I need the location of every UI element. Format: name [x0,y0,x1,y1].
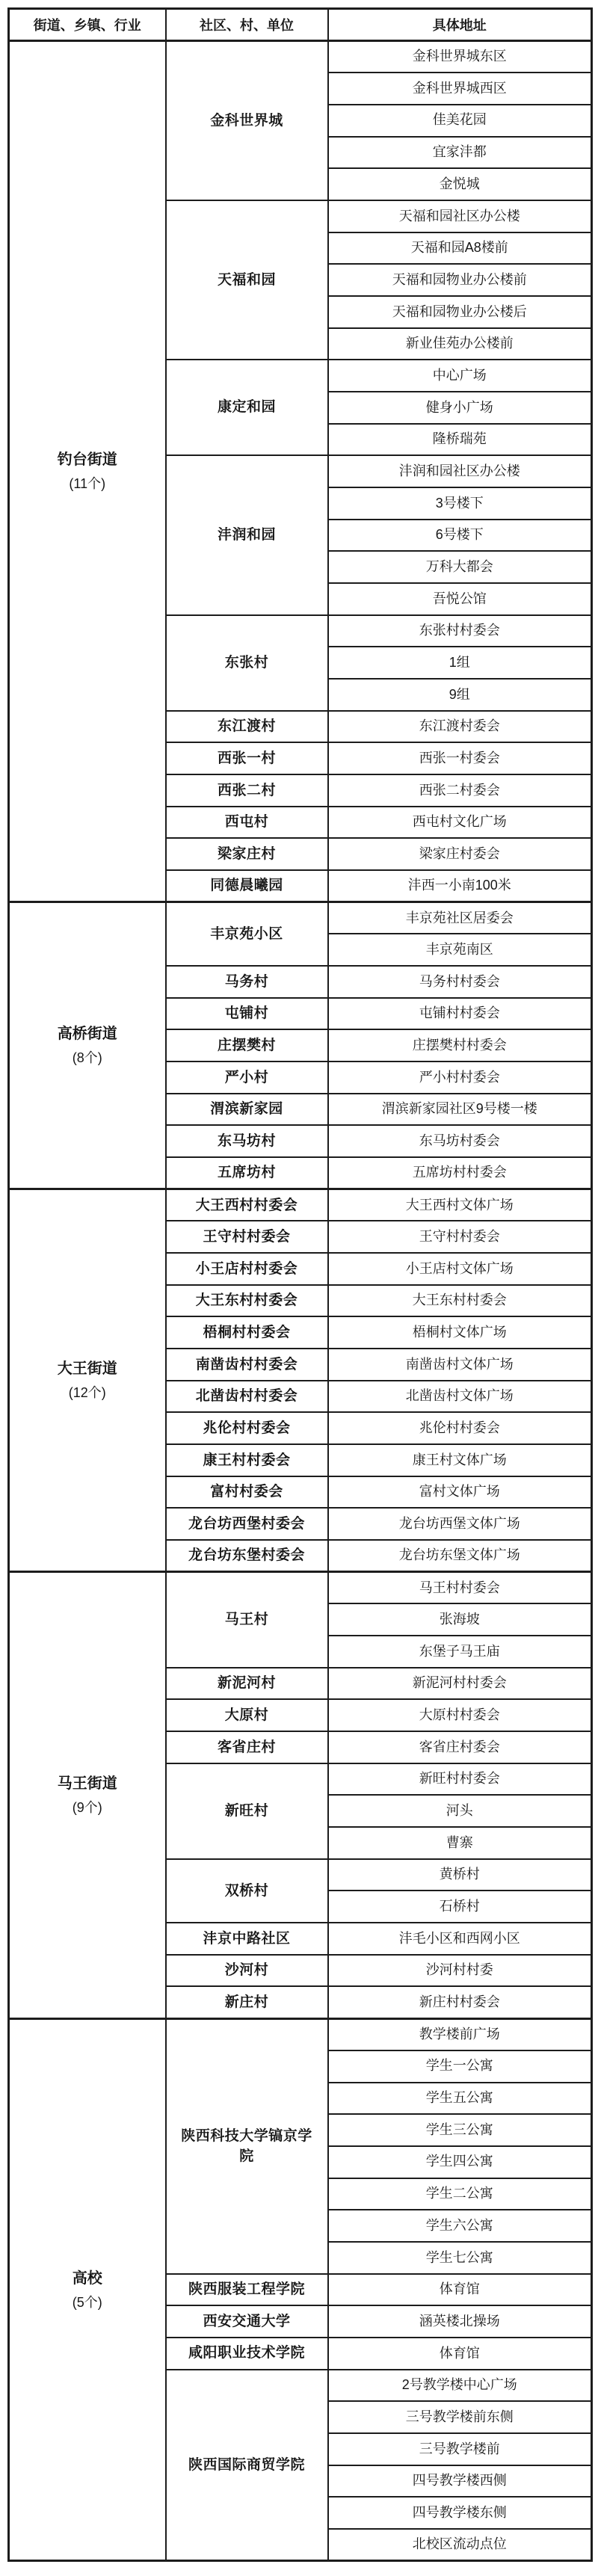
address-cell: 兆伦村村委会 [328,1412,592,1444]
table-header [9,9,592,41]
unit-cell: 马王村 [166,1572,328,1668]
group-count: (8个) [72,1050,102,1066]
group-name: 大王街道 [57,1361,117,1378]
address-cell: 万科大都会 [328,551,592,583]
address-cell: 小王店村文体广场 [328,1253,592,1285]
address-cell: 四号教学楼西侧 [328,2465,592,2498]
unit-cell: 兆伦村村委会 [166,1412,328,1444]
address-cell: 宜家沣都 [328,137,592,169]
address-cell: 9组 [328,679,592,711]
address-cell: 6号楼下 [328,520,592,552]
address-cell: 东张村村委会 [328,615,592,647]
unit-cell: 陕西科技大学镐京学院 [166,2018,328,2273]
unit-cell: 东张村 [166,615,328,711]
unit-cell: 沣润和园 [166,455,328,614]
address-cell: 北校区流动点位 [328,2529,592,2561]
group-cell [9,902,166,1189]
district-address-table [7,7,593,2562]
header-cell-address: 具体地址 [328,9,592,41]
address-cell: 东马坊村委会 [328,1125,592,1157]
group-name: 高桥街道 [57,1026,117,1043]
table-row [9,1189,592,1221]
unit-cell: 咸阳职业技术学院 [166,2338,328,2370]
address-cell: 黄桥村 [328,1859,592,1891]
address-cell: 新泥河村村委会 [328,1668,592,1700]
address-cell: 学生七公寓 [328,2242,592,2274]
address-cell: 新旺村村委会 [328,1763,592,1796]
address-cell: 2号教学楼中心广场 [328,2370,592,2402]
address-cell: 北凿齿村文体广场 [328,1381,592,1413]
address-cell: 西张二村委会 [328,774,592,807]
address-cell: 金科世界城东区 [328,41,592,73]
table-row [9,902,592,934]
unit-cell: 沙河村 [166,1955,328,1987]
address-cell: 学生六公寓 [328,2210,592,2242]
address-cell: 西张一村委会 [328,742,592,774]
address-cell: 大原村村委会 [328,1699,592,1731]
address-cell: 梁家庄村委会 [328,838,592,870]
group-count: (11个) [69,476,106,492]
address-cell: 富村文体广场 [328,1476,592,1509]
address-cell: 马王村村委会 [328,1572,592,1604]
unit-cell: 严小村 [166,1061,328,1094]
unit-cell: 南凿齿村村委会 [166,1349,328,1381]
address-cell: 学生五公寓 [328,2083,592,2115]
unit-cell: 金科世界城 [166,41,328,200]
address-cell: 学生二公寓 [328,2178,592,2210]
unit-cell: 沣京中路社区 [166,1923,328,1955]
address-cell: 客省庄村委会 [328,1731,592,1763]
unit-cell: 庄摆樊村 [166,1029,328,1061]
unit-cell: 屯铺村 [166,998,328,1030]
unit-cell: 西张二村 [166,774,328,807]
unit-cell: 梧桐村村委会 [166,1316,328,1349]
unit-cell: 新庄村 [166,1986,328,2018]
unit-cell: 丰京苑小区 [166,902,328,966]
address-cell: 渭滨新家园社区9号楼一楼 [328,1094,592,1126]
address-cell: 健身小广场 [328,392,592,424]
unit-cell: 同德晨曦园 [166,870,328,902]
unit-cell: 新旺村 [166,1763,328,1859]
address-cell: 东堡子马王庙 [328,1636,592,1668]
address-cell: 新庄村村委会 [328,1986,592,2018]
address-cell: 丰京苑南区 [328,934,592,966]
unit-cell: 龙台坊东堡村委会 [166,1540,328,1572]
unit-cell: 新泥河村 [166,1668,328,1700]
group-count: (9个) [72,1800,102,1816]
group-name: 钓台街道 [57,452,117,469]
address-cell: 大王西村文体广场 [328,1189,592,1221]
unit-cell: 五席坊村 [166,1157,328,1189]
unit-cell: 王守村村委会 [166,1221,328,1253]
table-row [9,2018,592,2050]
unit-cell: 大原村 [166,1699,328,1731]
address-cell: 南凿齿村文体广场 [328,1349,592,1381]
header-cell-street: 街道、乡镇、行业 [9,9,166,41]
address-cell: 康王村文体广场 [328,1444,592,1476]
address-cell: 涵英楼北操场 [328,2305,592,2338]
unit-cell: 西张一村 [166,742,328,774]
unit-cell: 东马坊村 [166,1125,328,1157]
unit-cell: 大王西村村委会 [166,1189,328,1221]
group-cell [9,41,166,902]
address-cell: 西屯村文化广场 [328,807,592,839]
address-cell: 沣润和园社区办公楼 [328,455,592,487]
address-cell: 天福和园物业办公楼后 [328,296,592,328]
address-cell: 张海坡 [328,1603,592,1636]
address-cell: 天福和园物业办公楼前 [328,264,592,296]
unit-cell: 双桥村 [166,1859,328,1923]
address-cell: 大王东村村委会 [328,1285,592,1317]
table-header-row [9,9,592,41]
unit-cell: 西屯村 [166,807,328,839]
address-cell: 天福和园社区办公楼 [328,200,592,232]
unit-cell: 东江渡村 [166,711,328,743]
address-cell: 庄摆樊村村委会 [328,1029,592,1061]
unit-cell: 康定和园 [166,360,328,455]
unit-cell: 陕西服装工程学院 [166,2274,328,2306]
address-cell: 梧桐村文体广场 [328,1316,592,1349]
address-cell: 佳美花园 [328,105,592,137]
address-cell: 中心广场 [328,360,592,392]
header-cell-community: 社区、村、单位 [166,9,328,41]
address-cell: 隆桥瑞苑 [328,424,592,456]
address-cell: 河头 [328,1795,592,1827]
address-cell: 沣毛小区和西网小区 [328,1923,592,1955]
address-cell: 马务村村委会 [328,966,592,998]
group-cell [9,1189,166,1572]
unit-cell: 北凿齿村村委会 [166,1381,328,1413]
address-cell: 金悦城 [328,168,592,200]
unit-cell: 渭滨新家园 [166,1094,328,1126]
group-cell [9,2018,166,2560]
address-cell: 龙台坊西堡文体广场 [328,1508,592,1540]
address-cell: 学生一公寓 [328,2050,592,2083]
unit-cell: 梁家庄村 [166,838,328,870]
address-cell: 金科世界城西区 [328,73,592,105]
address-cell: 东江渡村委会 [328,711,592,743]
group-cell [9,1572,166,2018]
address-cell: 五席坊村村委会 [328,1157,592,1189]
address-cell: 曹寨 [328,1827,592,1859]
table-row [9,1572,592,1604]
unit-cell: 大王东村村委会 [166,1285,328,1317]
address-cell: 新业佳苑办公楼前 [328,328,592,360]
address-cell: 严小村村委会 [328,1061,592,1094]
unit-cell: 陕西国际商贸学院 [166,2370,328,2561]
address-cell: 三号教学楼前 [328,2433,592,2465]
address-cell: 四号教学楼东侧 [328,2497,592,2529]
group-name: 高校 [72,2270,102,2287]
unit-cell: 西安交通大学 [166,2305,328,2338]
group-count: (5个) [72,2294,102,2310]
address-cell: 体育馆 [328,2274,592,2306]
address-cell: 学生四公寓 [328,2146,592,2178]
address-cell: 学生三公寓 [328,2114,592,2146]
address-cell: 丰京苑社区居委会 [328,902,592,934]
address-cell: 屯铺村村委会 [328,998,592,1030]
unit-cell: 康王村村委会 [166,1444,328,1476]
address-cell: 三号教学楼前东侧 [328,2401,592,2433]
unit-cell: 富村村委会 [166,1476,328,1509]
unit-cell: 客省庄村 [166,1731,328,1763]
unit-cell: 龙台坊西堡村委会 [166,1508,328,1540]
address-cell: 天福和园A8楼前 [328,232,592,265]
address-cell: 3号楼下 [328,487,592,520]
address-cell: 王守村村委会 [328,1221,592,1253]
address-cell: 龙台坊东堡文体广场 [328,1540,592,1572]
table-body [9,41,592,2561]
address-cell: 1组 [328,647,592,679]
table-row [9,41,592,73]
unit-cell: 小王店村村委会 [166,1253,328,1285]
unit-cell: 马务村 [166,966,328,998]
address-cell: 体育馆 [328,2338,592,2370]
unit-cell: 天福和园 [166,200,328,360]
group-count: (12个) [68,1385,106,1401]
address-cell: 教学楼前广场 [328,2018,592,2050]
address-cell: 沣西一小南100米 [328,870,592,902]
address-cell: 石桥村 [328,1891,592,1923]
group-name: 马王街道 [57,1775,117,1793]
address-cell: 吾悦公馆 [328,583,592,615]
address-cell: 沙河村村委 [328,1955,592,1987]
